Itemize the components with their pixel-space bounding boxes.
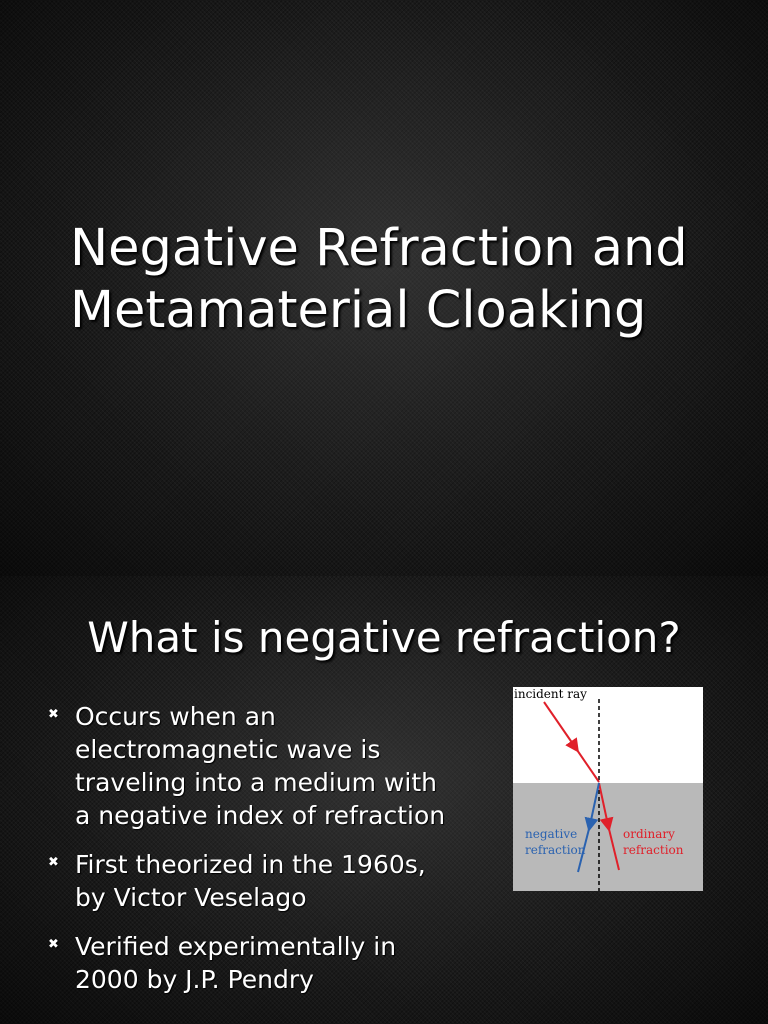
bullet-line: First theorized in the 1960s,	[75, 850, 426, 879]
title-line: Negative Refraction and	[70, 219, 688, 278]
bullet-item	[48, 700, 488, 832]
bullet-x-icon: ✖	[48, 937, 59, 952]
ordinary-refraction-label: refraction	[623, 843, 684, 857]
bullet-line: traveling into a medium with	[75, 768, 437, 797]
bullet-line: electromagnetic wave is	[75, 735, 381, 764]
bullet-item	[48, 848, 488, 914]
bullet-x-icon: ✖	[48, 855, 59, 870]
bullet-line: 2000 by J.P. Pendry	[75, 965, 314, 994]
title-line: Metamaterial Cloaking	[70, 281, 647, 340]
content-slide	[0, 576, 768, 1024]
ordinary-refraction-label: ordinary	[623, 827, 675, 841]
bullet-item	[48, 930, 488, 996]
negative-refraction-label: negative	[525, 827, 578, 841]
presentation-title	[70, 218, 750, 342]
incident-ray	[544, 702, 575, 747]
bullet-line: Occurs when an	[75, 702, 276, 731]
incident-ray-label: incident ray	[514, 687, 587, 701]
bullet-list	[48, 700, 488, 1012]
bullet-x-icon: ✖	[48, 707, 59, 722]
refraction-diagram	[513, 687, 703, 891]
bullet-line: by Victor Veselago	[75, 883, 307, 912]
slide-title: What is negative refraction?	[87, 613, 681, 662]
refraction-diagram-svg	[513, 687, 703, 891]
bullet-line: a negative index of refraction	[75, 801, 446, 830]
incident-ray-continued	[575, 747, 599, 782]
bullet-line: Verified experimentally in	[75, 932, 397, 961]
negative-refraction-label: refraction	[525, 843, 586, 857]
